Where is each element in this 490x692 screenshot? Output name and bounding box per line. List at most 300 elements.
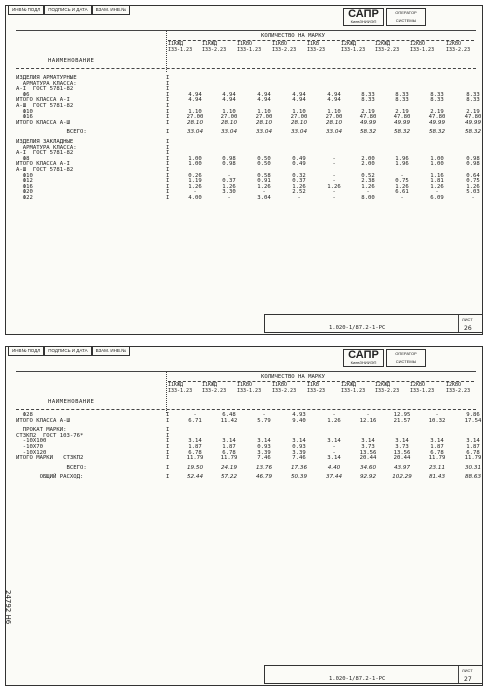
row-name: Ф8 (16, 155, 30, 162)
table-cell: - (400, 194, 404, 201)
row-sep: I (166, 474, 170, 481)
table-cell: 2.38 (361, 178, 375, 185)
column-header-mark: I2КВО (410, 41, 426, 47)
table-cell: 1.87 (188, 443, 202, 450)
table-cell: 43.97 (393, 464, 410, 471)
row-sep: I (166, 438, 170, 445)
table-cell: 81.43 (428, 474, 445, 481)
table-cell: 0.50 (257, 155, 271, 162)
table-cell: 27.00 (325, 114, 343, 121)
column-header-series: I33-2.23 (446, 387, 471, 394)
table-cell: 9.40 (292, 417, 306, 424)
row-name: Ф20 (16, 189, 33, 196)
table-cell: 34.60 (359, 464, 376, 471)
table-cell: 1.10 (222, 108, 236, 115)
table-cell: - (332, 449, 336, 456)
table-cell: 3.14 (188, 438, 202, 445)
table-cell: 50.39 (290, 474, 307, 481)
row-sep: I (166, 86, 170, 93)
table-cell: 3.14 (430, 438, 444, 445)
row-sep: I (166, 150, 170, 157)
row-name: Ф10 (16, 172, 33, 179)
column-header (202, 42, 226, 53)
table-cell: 4.93 (292, 412, 306, 418)
table-cell: 13.56 (359, 449, 377, 456)
column-header-series: I33-1.23 (341, 46, 366, 53)
sheet-page-27 (5, 346, 483, 686)
page-number: 27 (464, 676, 472, 683)
column-header-mark: I1КЖД (168, 382, 184, 388)
table-cell: 8.33 (430, 97, 444, 104)
table-cell: 1.26 (222, 183, 236, 190)
column-header-mark: I1КВ (307, 382, 320, 388)
spec-table (16, 413, 481, 481)
table-cell: 27.00 (186, 114, 204, 121)
table-cell: - (332, 443, 336, 450)
row-name: АРМАТУРА КЛАССА: (16, 80, 77, 87)
table-cell: 2.00 (361, 161, 375, 168)
row-sep: I (166, 183, 170, 190)
header-top-rule (16, 371, 476, 372)
sapr-org: КиевЗНИИЭП (350, 360, 377, 365)
table-cell: - (297, 194, 301, 201)
table-row (16, 196, 481, 202)
table-cell: 19.50 (186, 464, 203, 471)
table-cell: - (471, 194, 475, 201)
row-sep: I (166, 443, 170, 450)
column-header-series: I33-1.23 (410, 46, 435, 53)
column-header-series: I33-2.23 (202, 387, 227, 394)
column-header (341, 383, 365, 394)
table-cell: 23.11 (428, 464, 445, 471)
table-cell: 5.03 (466, 189, 480, 196)
sapr-org: КиевЗНИИЭП (350, 19, 377, 24)
row-name: АРМАТУРА КЛАССА: (16, 144, 77, 151)
table-cell: 1.81 (430, 178, 444, 185)
table-cell: 1.26 (361, 183, 375, 190)
column-header-mark: I2КВО (446, 382, 462, 388)
table-cell: 6.48 (222, 412, 236, 418)
operator-box: ОПЕРАТОР СИСТЕМЫ (386, 349, 426, 367)
table-cell: 1.26 (327, 183, 341, 190)
row-sep: I (166, 80, 170, 87)
table-cell: 1.10 (327, 108, 341, 115)
table-cell: 3.14 (292, 438, 306, 445)
table-cell: 57.22 (220, 474, 237, 481)
table-cell: 28.10 (220, 119, 237, 126)
column-header-mark: I2КВО (446, 41, 462, 47)
column-header-series: I33-2.23 (375, 46, 400, 53)
table-cell: 6.78 (430, 449, 444, 456)
column-header (202, 383, 226, 394)
table-cell: 1.26 (327, 417, 341, 424)
table-cell: - (332, 172, 336, 179)
table-cell: - (332, 155, 336, 162)
column-header (307, 42, 325, 53)
table-cell: 27.00 (220, 114, 238, 121)
title-stamp (8, 346, 130, 356)
table-cell: 0.32 (292, 172, 306, 179)
table-cell: 0.50 (257, 161, 271, 168)
table-cell: 2.19 (395, 108, 409, 115)
table-cell: 3.14 (361, 438, 375, 445)
table-cell: 4.94 (222, 91, 236, 98)
row-sep: I (166, 172, 170, 179)
row-sep: I (166, 432, 170, 439)
table-cell: 88.63 (464, 474, 481, 481)
table-cell: - (332, 412, 336, 418)
table-cell: - (332, 194, 336, 201)
column-header-series: I33-23 (307, 46, 326, 53)
header-left-rule (166, 30, 167, 72)
row-sep: I (166, 119, 170, 126)
table-cell: 1.00 (430, 161, 444, 168)
table-cell: 5.79 (257, 417, 271, 424)
table-cell: 1.10 (292, 108, 306, 115)
row-name: -10Х100 (16, 438, 47, 445)
column-header (168, 383, 192, 394)
table-cell: 4.94 (292, 97, 306, 104)
table-cell: 58.32 (428, 129, 445, 136)
sapr-title: САПР (348, 349, 379, 361)
table-cell: 4.94 (327, 91, 341, 98)
column-header (410, 383, 434, 394)
table-row (16, 419, 481, 425)
table-cell: 0.93 (292, 443, 306, 450)
column-header (272, 383, 296, 394)
table-cell: 13.76 (255, 464, 272, 471)
column-group-title: КОЛИЧЕСТВО НА МАРКУ (261, 33, 325, 39)
column-header-mark: I1КВО (272, 382, 288, 388)
table-cell: 1.16 (430, 172, 444, 179)
table-cell: 58.32 (464, 129, 481, 136)
table-cell: 0.52 (361, 172, 375, 179)
table-cell: 49.99 (393, 119, 410, 126)
table-cell: 11.79 (428, 455, 446, 462)
table-cell: 0.98 (222, 155, 236, 162)
table-cell: 33.04 (220, 129, 237, 136)
row-sep: I (166, 189, 170, 196)
table-cell: 0.64 (466, 172, 480, 179)
sheet-label: ЛИСТ (462, 317, 473, 322)
table-cell: - (435, 412, 439, 418)
row-name: -10Х120 (16, 449, 47, 456)
table-cell: - (193, 412, 197, 418)
column-header (168, 42, 192, 53)
stamp-cell: ПОДПИСЬ И ДАТА (44, 346, 91, 356)
table-cell: 58.32 (359, 129, 376, 136)
table-cell: 20.44 (359, 455, 377, 462)
row-sep: I (166, 178, 170, 185)
stamp-cell: ИНВ№ ПОДЛ (8, 346, 44, 356)
table-cell: 4.94 (222, 97, 236, 104)
column-group-title: КОЛИЧЕСТВО НА МАРКУ (261, 374, 325, 380)
table-cell: 0.37 (222, 178, 236, 185)
table-cell: 28.10 (325, 119, 342, 126)
column-header (410, 42, 434, 53)
column-header-mark: I2КЖД (375, 41, 391, 47)
table-cell: 0.93 (257, 443, 271, 450)
table-cell: 1.00 (188, 155, 202, 162)
row-name: Ф28 (16, 412, 33, 418)
table-cell: 1.96 (395, 155, 409, 162)
table-cell: 3.73 (361, 443, 375, 450)
table-cell: 8.33 (361, 91, 375, 98)
stamp-cell: ВЗАМ. ИНВ.№ (92, 5, 130, 15)
table-cell: 47.80 (359, 114, 377, 121)
table-cell: - (332, 178, 336, 185)
table-row (16, 121, 481, 127)
table-cell: 27.00 (255, 114, 273, 121)
table-cell: 1.87 (222, 443, 236, 450)
table-cell: 2.19 (466, 108, 480, 115)
table-cell: 12.95 (393, 412, 411, 418)
table-cell: 17.36 (290, 464, 307, 471)
footer-divider (458, 666, 459, 683)
table-cell: - (262, 189, 266, 196)
table-cell: 28.10 (186, 119, 203, 126)
column-header (446, 383, 470, 394)
table-cell: 49.99 (464, 119, 481, 126)
table-cell: 8.00 (361, 194, 375, 201)
row-sep: I (166, 412, 170, 418)
header-bottom-rule (16, 409, 476, 410)
row-name: Ф16 (16, 114, 33, 121)
column-header (237, 383, 261, 394)
table-cell: - (332, 161, 336, 168)
stamp-cell: ИНВ№ ПОДЛ (8, 5, 44, 15)
table-cell: 2.00 (361, 155, 375, 162)
header-bottom-rule (16, 68, 476, 69)
table-cell: 46.79 (255, 474, 272, 481)
table-cell: 3.39 (292, 449, 306, 456)
document-code: 1.020-1/87.2-1-РС (329, 325, 386, 331)
footer-divider (458, 315, 459, 332)
table-cell: 0.26 (188, 172, 202, 179)
table-cell: 1.26 (395, 183, 409, 190)
table-cell: 3.14 (222, 438, 236, 445)
column-header (375, 383, 399, 394)
table-cell: 92.92 (359, 474, 376, 481)
table-cell: 3.39 (257, 449, 271, 456)
sapr-title: САПР (348, 8, 379, 20)
row-name: Ф16 (16, 183, 33, 190)
column-header-mark: I1КВО (237, 382, 253, 388)
table-cell: - (400, 172, 404, 179)
stamp-cell: ПОДПИСЬ И ДАТА (44, 5, 91, 15)
row-sep: I (166, 161, 170, 168)
row-name: ОБЩИЙ РАСХОД: (16, 474, 84, 481)
row-name: Ф10 (16, 108, 33, 115)
row-name: А-Ш ГОСТ 5781-82 (16, 102, 74, 109)
column-header-mark: I1КЖД (202, 382, 218, 388)
row-sep: I (166, 138, 170, 145)
table-cell: 47.80 (428, 114, 446, 121)
row-name: ПРОКАТ МАРКИ: (16, 427, 67, 434)
table-cell: 30.31 (464, 464, 481, 471)
table-cell: 6.78 (466, 449, 480, 456)
table-row (16, 456, 481, 462)
table-cell: 33.04 (290, 129, 307, 136)
header-left-rule (166, 371, 167, 413)
table-cell: 0.91 (257, 178, 271, 185)
table-cell: 1.10 (188, 108, 202, 115)
table-cell: 8.33 (430, 91, 444, 98)
row-name: ВСЕГО: (16, 129, 87, 136)
table-cell: 0.98 (466, 161, 480, 168)
table-cell: 8.33 (466, 97, 480, 104)
name-column-header: НАИМЕНОВАНИЕ (48, 58, 95, 64)
table-cell: 0.37 (292, 178, 306, 185)
column-header (272, 42, 296, 53)
column-header (307, 383, 325, 394)
row-sep: I (166, 194, 170, 201)
column-header-mark: I2КВО (410, 382, 426, 388)
table-cell: 8.33 (466, 91, 480, 98)
row-name: Ф22 (16, 194, 33, 201)
column-header-series: I33-2.23 (272, 46, 297, 53)
table-cell: 1.26 (257, 183, 271, 190)
table-cell: 2.19 (430, 108, 444, 115)
row-sep: I (166, 102, 170, 109)
row-name: ИТОГО КЛАССА А-I (16, 161, 70, 168)
margin-archive-number: 24792 Н6 (4, 590, 12, 625)
table-cell: 1.87 (430, 443, 444, 450)
row-sep: I (166, 75, 170, 81)
table-cell: 0.58 (257, 172, 271, 179)
table-row (16, 466, 481, 472)
row-sep: I (166, 144, 170, 151)
row-name: -10Х70 (16, 443, 43, 450)
row-sep: I (166, 97, 170, 104)
table-cell: 4.94 (257, 91, 271, 98)
column-header-series: I33-1.23 (168, 387, 193, 394)
column-header-series: I33-2.23 (272, 387, 297, 394)
column-header (341, 42, 365, 53)
table-cell: 27.00 (290, 114, 308, 121)
table-cell: 1.87 (466, 443, 480, 450)
table-cell: - (435, 189, 439, 196)
row-name: А-I ГОСТ 5781-82 (16, 150, 74, 157)
row-sep: I (166, 108, 170, 115)
table-cell: 6.78 (188, 449, 202, 456)
column-header (375, 42, 399, 53)
table-cell: 0.98 (222, 161, 236, 168)
table-cell: 33.04 (325, 129, 342, 136)
table-cell: 58.32 (393, 129, 410, 136)
column-header-mark: I1КВ (307, 41, 320, 47)
row-name: ИТОГО КЛАССА А-Ш (16, 417, 70, 424)
table-cell: 4.94 (188, 91, 202, 98)
table-cell: 11.79 (220, 455, 238, 462)
column-header-mark: I2КЖД (375, 382, 391, 388)
table-cell: 0.75 (395, 178, 409, 185)
table-cell: 8.33 (361, 97, 375, 104)
table-cell: - (262, 412, 266, 418)
column-header-series: I33-1.23 (237, 46, 262, 53)
table-cell: 3.14 (327, 438, 341, 445)
sheet-footer (264, 665, 483, 684)
document-code: 1.020-1/87.2-1-РС (329, 676, 386, 682)
row-sep: I (166, 449, 170, 456)
table-cell: 13.56 (393, 449, 411, 456)
table-cell: 7.46 (292, 455, 306, 462)
table-cell: 4.94 (188, 97, 202, 104)
table-cell: 9.86 (466, 412, 480, 418)
table-cell: 28.10 (255, 119, 272, 126)
row-name: ИЗДЕЛИЯ ЗАКЛАДНЫЕ (16, 138, 74, 145)
table-cell: 2.52 (292, 189, 306, 196)
column-header-mark: I1КВО (237, 41, 253, 47)
row-sep: I (166, 464, 170, 471)
operator-box: ОПЕРАТОР СИСТЕМЫ (386, 8, 426, 26)
table-cell: - (227, 172, 231, 179)
column-header-mark: I2КЖД (341, 382, 357, 388)
row-sep: I (166, 155, 170, 162)
row-name: ИТОГО КЛАССА А-Ш (16, 119, 70, 126)
row-sep: I (166, 427, 170, 434)
table-cell: 20.44 (393, 455, 411, 462)
table-cell: 6.61 (395, 189, 409, 196)
column-header-mark: I1КЖД (202, 41, 218, 47)
table-cell: 49.99 (428, 119, 445, 126)
table-row (16, 475, 481, 481)
table-cell: 3.14 (327, 455, 341, 462)
table-row (16, 130, 481, 136)
table-cell: 6.78 (222, 449, 236, 456)
table-cell: 12.16 (359, 417, 377, 424)
column-header-series: I33-23 (307, 387, 326, 394)
table-cell: 52.44 (186, 474, 203, 481)
table-cell: 21.57 (393, 417, 411, 424)
row-sep: I (166, 166, 170, 173)
column-header-mark: I1КЖД (168, 41, 184, 47)
row-name: А-I ГОСТ 5781-82 (16, 86, 74, 93)
row-name: ВСЕГО: (16, 464, 87, 471)
table-cell: 3.04 (257, 194, 271, 201)
table-cell: 1.26 (466, 183, 480, 190)
table-cell: 37.44 (325, 474, 342, 481)
table-cell: 3.14 (466, 438, 480, 445)
table-cell: 1.10 (257, 108, 271, 115)
stamp-cell: ВЗАМ. ИНВ.№ (92, 346, 130, 356)
table-cell: 3.14 (395, 438, 409, 445)
spec-table (16, 72, 481, 201)
table-cell: 17.54 (464, 417, 482, 424)
row-name: СТЗКП2 ГОСТ 103-76* (16, 432, 84, 439)
table-cell: 6.71 (188, 417, 202, 424)
row-sep: I (166, 114, 170, 121)
table-cell: - (366, 189, 370, 196)
table-cell: - (332, 189, 336, 196)
table-cell: 3.14 (257, 438, 271, 445)
column-header-series: I33-1.23 (410, 387, 435, 394)
table-cell: 1.26 (430, 183, 444, 190)
table-cell: 1.00 (430, 155, 444, 162)
column-header-mark: I1КВО (272, 41, 288, 47)
table-cell: 8.33 (395, 97, 409, 104)
table-cell: 4.94 (327, 97, 341, 104)
table-cell: 6.09 (430, 194, 444, 201)
row-name: ИЗДЕЛИЯ АРМАТУРНЫЕ (16, 75, 77, 81)
row-name: ИТОГО МАРКИ СТЗКП2 (16, 455, 84, 462)
sapr-logo (343, 349, 384, 367)
row-sep: I (166, 455, 170, 462)
table-cell: 33.04 (186, 129, 203, 136)
row-name: А-Ш ГОСТ 5781-82 (16, 166, 74, 173)
table-cell: - (193, 189, 197, 196)
table-cell: 102.29 (392, 474, 412, 481)
